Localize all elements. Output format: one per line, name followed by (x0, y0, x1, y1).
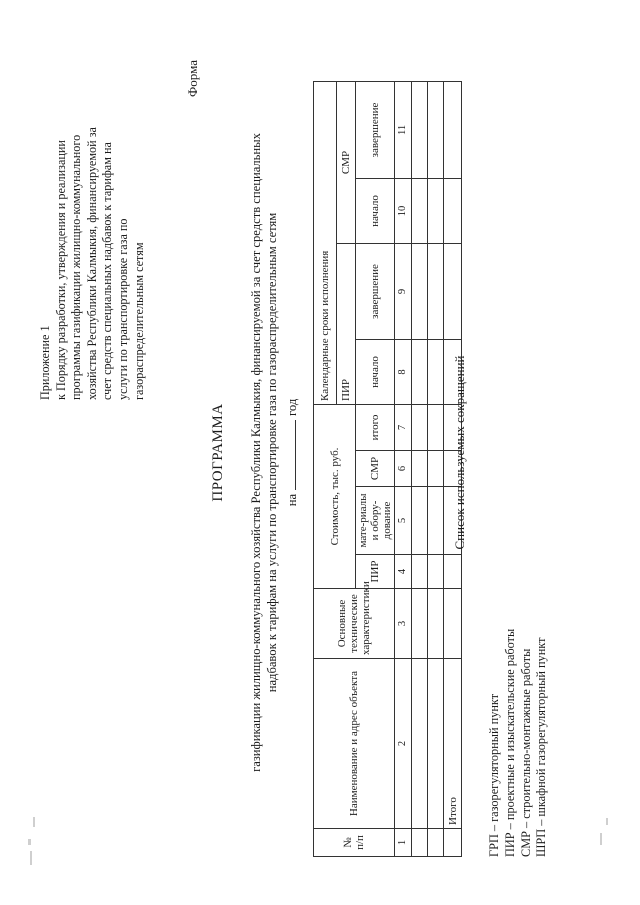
header-smr-end: завершение (356, 81, 395, 178)
subtitle-line: газификации жилищно-коммунального хозяйства Республики Калмыкия, финансируемой за счет средств специальных (249, 133, 263, 772)
table-cell (428, 81, 444, 178)
table-cell (428, 555, 444, 589)
abbreviation-item: ГРП – газорегуляторный пункт (487, 693, 501, 857)
header-cost-materials: мате-риалы и обору-дование (356, 487, 395, 555)
header-schedule: Календарные сроки исполнения (314, 81, 337, 404)
abbreviation-item: СМР – строительно-монтажные работы (518, 648, 533, 857)
appendix-line: услуги по транспортировке газа по (115, 218, 130, 400)
column-number: 7 (395, 404, 412, 450)
table-cell (428, 178, 444, 243)
column-number: 3 (395, 589, 412, 659)
column-number: 2 (395, 659, 412, 829)
header-pir-start: начало (356, 339, 395, 404)
scan-speck (28, 839, 31, 845)
table-row (412, 81, 428, 856)
column-number: 1 (395, 829, 412, 857)
program-title: ПРОГРАММА (210, 403, 226, 502)
appendix-line: к Порядку разработки, утверждения и реализации (53, 140, 68, 400)
scan-speck (606, 818, 608, 825)
abbreviation-item: ШРП – шкафной газорегуляторный пункт (534, 637, 549, 857)
header-schedule-pir: ПИР (337, 243, 356, 404)
column-number: 8 (395, 339, 412, 404)
table-cell (428, 487, 444, 555)
header-object-name: Наименование и адрес объекта (314, 659, 395, 829)
total-label: Итого (444, 659, 462, 829)
column-number: 5 (395, 487, 412, 555)
header-cost: Стоимость, тыс. руб. (314, 404, 356, 588)
table-cell (412, 178, 428, 243)
year-suffix: год (285, 398, 299, 416)
column-number: 11 (395, 81, 412, 178)
appendix-line: программы газификации жилищно-коммунального (69, 134, 84, 400)
appendix-note (38, 70, 147, 400)
appendix-line: счет средств специальных надбавок к тарифам на (100, 142, 115, 400)
header-cost-smr: СМР (356, 451, 395, 487)
header-schedule-smr: СМР (337, 81, 356, 243)
table-cell (412, 339, 428, 404)
subtitle-line: надбавок к тарифам на услуги по транспортировке газа по газораспределительным сетям (265, 212, 279, 693)
header-smr-start: начало (356, 178, 395, 243)
table-cell (412, 81, 428, 178)
header-cost-total: итого (356, 404, 395, 450)
table-cell (412, 589, 428, 659)
appendix-line: газораспределительным сетям (131, 242, 146, 400)
table-cell (412, 487, 428, 555)
table-cell (412, 829, 428, 857)
table-cell (412, 404, 428, 450)
table-cell (412, 555, 428, 589)
abbreviation-item: ПИР – проектные и изыскательские работы (502, 628, 517, 857)
column-number: 9 (395, 243, 412, 339)
appendix-line: Приложение 1 (38, 325, 52, 400)
column-number-row (395, 81, 412, 856)
scan-speck (30, 851, 32, 865)
column-number: 10 (395, 178, 412, 243)
table-cell (428, 404, 444, 450)
year-blank-field (283, 420, 296, 490)
scan-speck (600, 833, 602, 845)
table-row (428, 81, 444, 856)
year-line (283, 0, 300, 905)
table-cell (428, 243, 444, 339)
table-cell (412, 451, 428, 487)
table-cell (428, 339, 444, 404)
table-cell (412, 659, 428, 829)
program-subtitle (248, 0, 280, 905)
year-prefix: на (285, 493, 299, 507)
table-cell (412, 243, 428, 339)
table-cell (428, 829, 444, 857)
header-num: № п/п (314, 829, 395, 857)
header-cost-pir: ПИР (356, 555, 395, 589)
abbreviations-list (487, 629, 550, 857)
scan-speck (33, 817, 35, 827)
header-tech-specs: Основные технические характеристики (314, 589, 395, 659)
column-number: 6 (395, 451, 412, 487)
table-cell (428, 659, 444, 829)
program-table (313, 81, 462, 857)
header-pir-end: завершение (356, 243, 395, 339)
column-number: 4 (395, 555, 412, 589)
table-cell (428, 451, 444, 487)
form-label: Форма (185, 60, 200, 97)
table-cell (428, 589, 444, 659)
appendix-line: хозяйства Республики Калмыкия, финансируемой за (84, 127, 99, 400)
abbreviations-title: Список используемых сокращений (452, 355, 467, 550)
